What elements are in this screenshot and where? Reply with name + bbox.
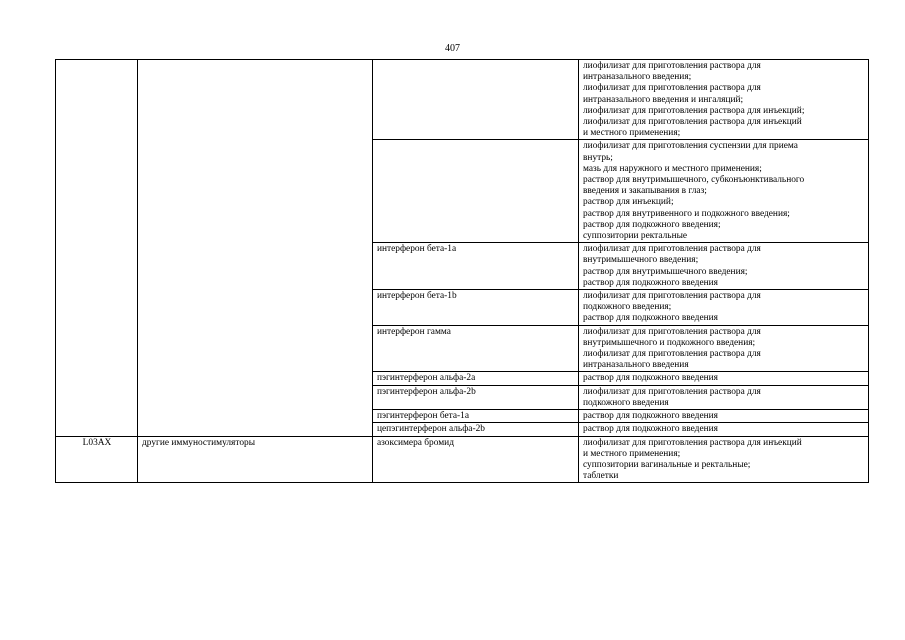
dosage-form-line: лиофилизат для приготовления суспензии для приема <box>583 141 798 152</box>
dosage-form-line: раствор для подкожного введения <box>583 424 718 435</box>
dosage-form-line: внутримышечного и подкожного введения; <box>583 337 756 348</box>
dosage-form-line: раствор для внутривенного и подкожного введения; <box>583 208 790 219</box>
dosage-form-line: суппозитории ректальные <box>583 231 688 242</box>
dosage-form-line: лиофилизат для приготовления раствора для <box>583 83 761 94</box>
dosage-form-line: раствор для внутримышечного введения; <box>583 266 748 277</box>
dosage-form-line: раствор для подкожного введения; <box>583 219 721 230</box>
dosage-forms-cell <box>579 243 869 290</box>
dosage-form-line: лиофилизат для приготовления раствора для <box>583 244 761 255</box>
substance-cell: пэгинтерферон бета-1a <box>373 410 579 423</box>
dosage-form-line: лиофилизат для приготовления раствора для <box>583 386 761 397</box>
dosage-form-line: лиофилизат для приготовления раствора для инъекций <box>583 117 802 128</box>
substance-cell: интерферон бета-1a <box>373 243 579 290</box>
dosage-form-line: мазь для наружного и местного применения; <box>583 163 762 174</box>
dosage-form-line: суппозитории вагинальные и ректальные; <box>583 459 751 470</box>
dosage-form-line: внутрь; <box>583 152 613 163</box>
dosage-form-line: лиофилизат для приготовления раствора для <box>583 326 761 337</box>
dosage-form-line: интраназального введения <box>583 360 689 371</box>
atc-code-cell-empty <box>56 60 138 437</box>
substance-cell: интерферон гамма <box>373 325 579 372</box>
dosage-forms-cell <box>579 410 869 423</box>
dosage-form-line: интраназального введения; <box>583 72 692 83</box>
dosage-form-line: лиофилизат для приготовления раствора для <box>583 61 761 71</box>
dosage-form-line: раствор для подкожного введения <box>583 411 718 422</box>
dosage-form-line: введения и закапывания в глаз; <box>583 186 707 197</box>
dosage-form-line: интраназального введения и ингаляций; <box>583 94 744 105</box>
dosage-form-line: лиофилизат для приготовления раствора для инъекций <box>583 437 802 448</box>
dosage-form-line: внутримышечного введения; <box>583 255 699 266</box>
dosage-form-line: раствор для подкожного введения <box>583 313 718 324</box>
atc-code-cell: L03AX <box>56 436 138 483</box>
dosage-form-line: подкожного введения; <box>583 302 672 313</box>
substance-cell: пэгинтерферон альфа-2a <box>373 372 579 385</box>
dosage-form-line: и местного применения; <box>583 448 681 459</box>
page-number: 407 <box>445 43 460 54</box>
dosage-form-line: и местного применения; <box>583 128 681 139</box>
dosage-forms-cell <box>579 423 869 436</box>
dosage-form-line: таблетки <box>583 471 619 482</box>
dosage-forms-cell <box>579 140 869 243</box>
substance-cell: азоксимера бромид <box>373 436 579 483</box>
dosage-forms-cell <box>579 60 869 140</box>
dosage-form-line: раствор для внутримышечного, субконъюнктивального <box>583 175 805 186</box>
drug-table <box>55 59 869 483</box>
dosage-form-line: лиофилизат для приготовления раствора для <box>583 349 761 360</box>
dosage-forms-cell <box>579 385 869 409</box>
dosage-form-line: подкожного введения <box>583 397 669 408</box>
atc-group-cell-empty <box>138 60 373 437</box>
substance-cell: пэгинтерферон альфа-2b <box>373 385 579 409</box>
substance-cell: интерферон бета-1b <box>373 290 579 326</box>
dosage-form-line: лиофилизат для приготовления раствора для инъекций; <box>583 105 805 116</box>
dosage-forms-cell <box>579 325 869 372</box>
atc-group-cell: другие иммуностимуляторы <box>138 436 373 483</box>
substance-cell <box>373 140 579 243</box>
dosage-form-line: лиофилизат для приготовления раствора для <box>583 291 761 302</box>
substance-cell: цепэгинтерферон альфа-2b <box>373 423 579 436</box>
table-row <box>56 436 869 483</box>
dosage-forms-cell <box>579 372 869 385</box>
table-row <box>56 60 869 140</box>
dosage-form-line: раствор для подкожного введения <box>583 277 718 288</box>
substance-cell <box>373 60 579 140</box>
dosage-forms-cell <box>579 290 869 326</box>
dosage-form-line: раствор для инъекций; <box>583 197 674 208</box>
dosage-forms-cell <box>579 436 869 483</box>
dosage-form-line: раствор для подкожного введения <box>583 373 718 384</box>
